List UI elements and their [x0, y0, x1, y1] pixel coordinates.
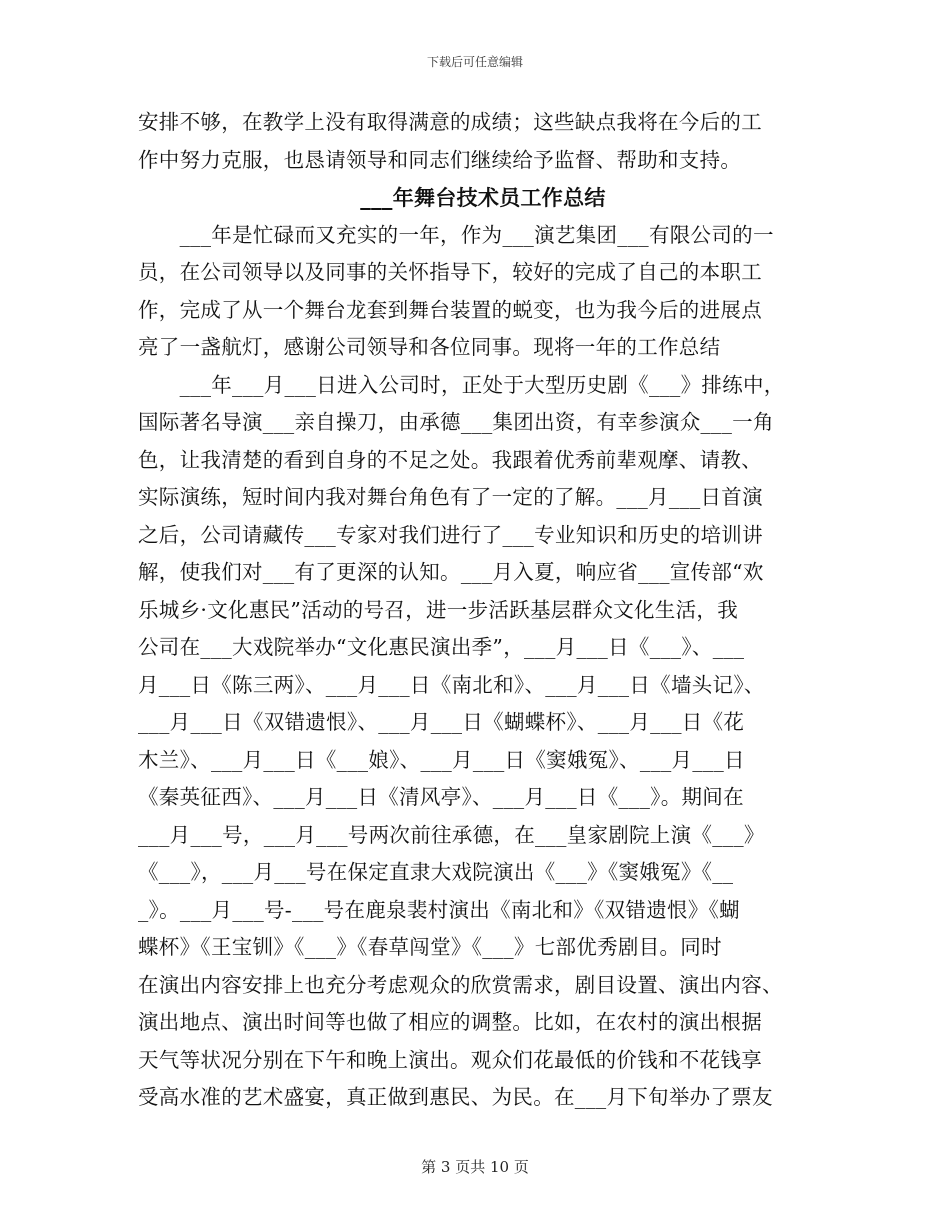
- text-line: ___月___号，___月___号两次前往承德，在___皇家剧院上演《___》: [138, 822, 765, 847]
- text-line: _》。___月___号-___号在鹿泉裴村演出《南北和》《双错遗恨》《蝴: [138, 897, 740, 922]
- text-line: 木兰》、___月___日《___娘》、___月___日《窦娥冤》、___月___日: [138, 747, 745, 772]
- text-line: 受高水准的艺术盛宴，真正做到惠民、为民。在___月下旬举办了票友: [138, 1085, 773, 1109]
- text-line: 月___日《陈三两》、___月___日《南北和》、___月___日《墙头记》、: [138, 672, 765, 697]
- text-line: 在演出内容安排上也充分考虑观众的欣赏需求，剧目设置、演出内容、: [138, 972, 783, 997]
- text-line: 解，使我们对___有了更深的认知。___月入夏，响应省___宣传部“欢: [138, 560, 764, 584]
- page-footer: 第 3 页共 10 页: [421, 1158, 529, 1176]
- document-body: [138, 104, 828, 1117]
- text-line: 国际著名导演___亲自操刀，由承德___集团出资，有幸参演众___一角: [138, 410, 774, 434]
- text-line: 蝶杯》《王宝钏》《___》《春草闯堂》《___》七部优秀剧目。同时: [138, 935, 722, 959]
- text-line: 实际演练，短时间内我对舞台角色有了一定的了解。___月___日首演: [138, 485, 763, 509]
- text-line: 员，在公司领导以及同事的关怀指导下，较好的完成了自己的本职工: [138, 260, 762, 284]
- text-line: ___年___月___日进入公司时，正处于大型历史剧《___》排练中，: [138, 372, 785, 397]
- text-line: 作中努力克服，也恳请领导和同志们继续给予监督、帮助和支持。: [138, 147, 742, 172]
- text-line: 公司在___大戏院举办“文化惠民演出季”，___月___日《___》、___: [138, 635, 745, 659]
- text-line: 色，让我清楚的看到自身的不足之处。我跟着优秀前辈观摩、请教、: [138, 447, 762, 472]
- text-line: ___月___日《双错遗恨》、___月___日《蝴蝶杯》、___月___日《花: [138, 710, 745, 734]
- section-title: ___年舞台技术员工作总结: [360, 185, 606, 210]
- text-line: 亮了一盏航灯，感谢公司领导和各位同事。现将一年的工作总结: [138, 335, 721, 359]
- text-line: 安排不够，在教学上没有取得满意的成绩；这些缺点我将在今后的工: [138, 110, 762, 134]
- text-line: 之后，公司请藏传___专家对我们进行了___专业知识和历史的培训讲: [138, 522, 763, 547]
- text-line: ___年是忙碌而又充实的一年，作为___演艺集团___有限公司的一: [138, 222, 774, 247]
- text-line: 作，完成了从一个舞台龙套到舞台装置的蜕变，也为我今后的进展点: [138, 297, 762, 322]
- page-header: 下载后可任意编辑: [426, 55, 523, 69]
- text-line: 《秦英征西》、___月___日《清风亭》、___月___日《___》。期间在: [138, 785, 744, 809]
- text-line: 天气等状况分别在下午和晚上演出。观众们花最低的价钱和不花钱享: [138, 1047, 762, 1072]
- text-line: 演出地点、演出时间等也做了相应的调整。比如，在农村的演出根据: [138, 1010, 762, 1034]
- text-line: 乐城乡·文化惠民”活动的号召，进一步活跃基层群众文化生活，我: [138, 597, 738, 622]
- text-line: 《___》，___月___号在保定直隶大戏院演出《___》《窦娥冤》《__: [138, 860, 734, 884]
